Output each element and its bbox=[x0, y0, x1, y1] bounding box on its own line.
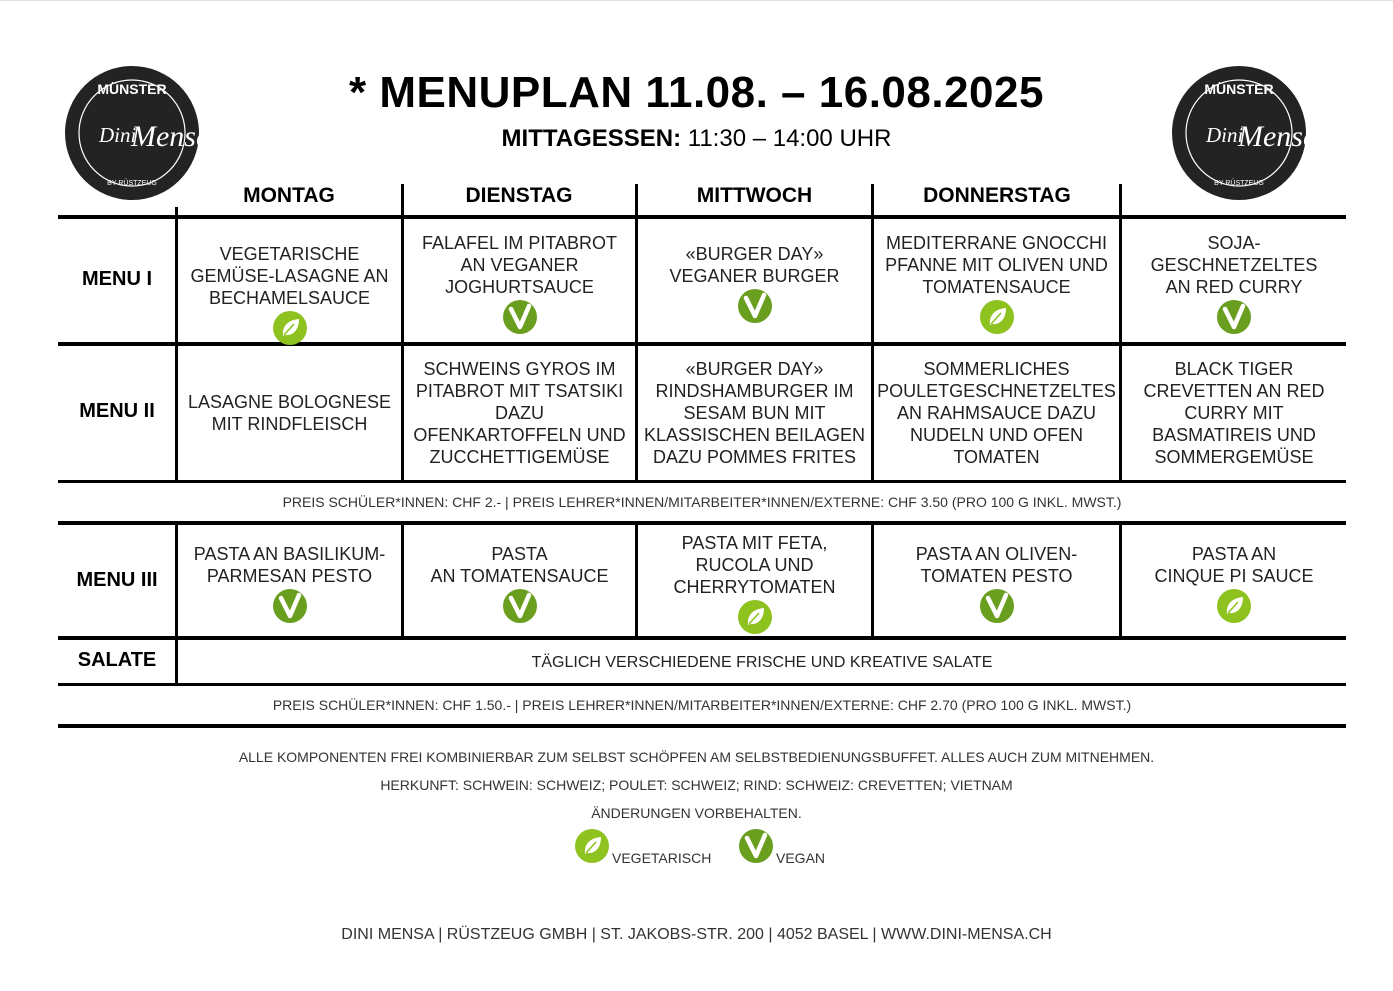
day-header-donnerstag: DONNERSTAG bbox=[923, 184, 1071, 207]
menu2-montag bbox=[178, 391, 401, 435]
day-header-mittwoch: MITTWOCH bbox=[696, 184, 813, 207]
dish-line: DAZU POMMES FRITES bbox=[652, 447, 856, 467]
row-label-menu-2: MENU II bbox=[79, 400, 155, 422]
vegan-icon bbox=[738, 828, 774, 864]
dish-line: AN RAHMSAUCE DAZU bbox=[896, 403, 1097, 423]
vegetarian-icon bbox=[272, 310, 308, 346]
footer-address: DINI MENSA | RÜSTZEUG GMBH | ST. JAKOBS-STR. 200 | 4052 BASEL | WWW.DINI-MENSA.CH bbox=[341, 926, 1052, 943]
dish-line: GESCHNETZELTES bbox=[1150, 255, 1318, 275]
dish-line: JOGHURTSAUCE bbox=[445, 277, 594, 297]
vegan-icon bbox=[502, 588, 538, 624]
vegan-icon bbox=[1216, 299, 1252, 335]
dish-line: TOMATEN PESTO bbox=[920, 566, 1073, 586]
note-changes: ÄNDERUNGEN VORBEHALTEN. bbox=[591, 805, 802, 821]
dish-line: OFENKARTOFFELN UND bbox=[413, 425, 626, 445]
legend-vegan-label: VEGAN bbox=[776, 850, 826, 866]
dish-line: CINQUE PI SAUCE bbox=[1154, 566, 1314, 586]
logo-bottom-text: BY RÜSTZEUG bbox=[1214, 180, 1264, 187]
vegetarian-icon bbox=[737, 599, 773, 635]
vegan-icon bbox=[979, 588, 1015, 624]
dish-line: ZUCCHETTIGEMÜSE bbox=[429, 447, 610, 467]
rule-salate bbox=[58, 683, 1346, 686]
dish-line: PASTA bbox=[491, 544, 548, 564]
salate-text: TÄGLICH VERSCHIEDENE FRISCHE UND KREATIVE SALATE bbox=[531, 654, 993, 671]
logo-word-mensa: Mensa bbox=[1238, 120, 1318, 153]
dish-line: SOMMERGEMÜSE bbox=[1154, 447, 1314, 467]
logo-bottom-text: BY RÜSTZEUG bbox=[107, 180, 157, 187]
rule-menu3 bbox=[58, 636, 1346, 640]
dish-line: «BURGER DAY» bbox=[685, 244, 824, 264]
dish-line: MEDITERRANE GNOCCHI bbox=[885, 233, 1107, 253]
vegetarian-icon bbox=[574, 828, 610, 864]
dish-line: LASAGNE BOLOGNESE bbox=[187, 392, 392, 412]
dish-line: SOJA- bbox=[1207, 233, 1261, 253]
dish-line: SCHWEINS GYROS IM bbox=[423, 359, 616, 379]
legend-vegan bbox=[738, 828, 825, 864]
lunch-hours-value: 11:30 – 14:00 UHR bbox=[681, 125, 892, 152]
dish-line: PFANNE MIT OLIVEN UND bbox=[885, 255, 1108, 275]
dish-line: SOMMERLICHES bbox=[923, 359, 1070, 379]
row-label-menu-1: MENU I bbox=[82, 268, 152, 290]
dish-line: CURRY MIT bbox=[1184, 403, 1284, 423]
legend-vegetarian-label: VEGETARISCH bbox=[612, 850, 712, 866]
note-buffet: ALLE KOMPONENTEN FREI KOMBINIERBAR ZUM SELBST SCHÖPFEN AM SELBSTBEDIENUNGSBUFFET. ALLES AUCH ZUM MITNEHMEN. bbox=[238, 749, 1155, 765]
dish-line: RINDSHAMBURGER IM bbox=[655, 381, 854, 401]
logo-word-dini: Dini bbox=[99, 123, 137, 147]
dish-line: TOMATENSAUCE bbox=[922, 277, 1071, 297]
rule-header bbox=[58, 215, 1346, 219]
dish-line: PASTA AN OLIVEN- bbox=[915, 544, 1078, 564]
price-salate: PREIS SCHÜLER*INNEN: CHF 1.50.- | PREIS LEHRER*INNEN/MITARBEITER*INNEN/EXTERNE: CHF 2.70 (PRO 100 G INKL. MWST.) bbox=[272, 697, 1132, 713]
rule-menu2 bbox=[58, 480, 1346, 483]
dish-line: AN RED CURRY bbox=[1165, 277, 1303, 297]
menu2-dienstag bbox=[404, 358, 635, 468]
dish-line: VEGANER BURGER bbox=[669, 266, 840, 286]
note-origin: HERKUNFT: SCHWEIN: SCHWEIZ; POULET: SCHWEIZ; RIND: SCHWEIZ: CREVETTEN; VIETNAM bbox=[380, 777, 1013, 793]
dish-line: AN TOMATENSAUCE bbox=[430, 566, 609, 586]
dish-line: GEMÜSE-LASAGNE AN bbox=[190, 266, 389, 286]
dish-line: TOMATEN bbox=[953, 447, 1040, 467]
dish-line: PASTA AN bbox=[1191, 544, 1277, 564]
dish-line: BLACK TIGER bbox=[1174, 359, 1294, 379]
vegetarian-icon bbox=[1216, 588, 1252, 624]
dish-line: KLASSISCHEN BEILAGEN bbox=[643, 425, 866, 445]
dish-line: PITABROT MIT TSATSIKI bbox=[415, 381, 624, 401]
dish-line: FALAFEL IM PITABROT bbox=[421, 233, 618, 253]
dish-line: RUCOLA UND bbox=[695, 555, 814, 575]
menu3-montag bbox=[178, 543, 401, 624]
menu3-freitag bbox=[1122, 543, 1346, 624]
menu3-donnerstag bbox=[874, 543, 1119, 624]
menu1-dienstag bbox=[404, 232, 635, 335]
vegan-icon bbox=[502, 299, 538, 335]
dish-line: DAZU bbox=[495, 403, 544, 423]
dish-line: AN VEGANER bbox=[460, 255, 579, 275]
vegan-icon bbox=[272, 588, 308, 624]
dish-line: CHERRYTOMATEN bbox=[673, 577, 836, 597]
day-header-dienstag: DIENSTAG bbox=[465, 184, 573, 207]
row-label-menu-3: MENU III bbox=[76, 569, 158, 591]
menu2-donnerstag bbox=[874, 358, 1119, 468]
top-border bbox=[0, 0, 1393, 1]
legend-vegetarian bbox=[574, 828, 711, 864]
dish-line: «BURGER DAY» bbox=[685, 359, 824, 379]
lunch-hours bbox=[0, 125, 1393, 153]
dish-line: VEGETARISCHE bbox=[219, 244, 360, 264]
logo-top-text: MÜNSTER bbox=[1204, 81, 1274, 97]
logo-word-mensa: Mensa bbox=[131, 120, 211, 153]
dish-line: NUDELN UND OFEN bbox=[909, 425, 1083, 445]
menu3-dienstag bbox=[404, 543, 635, 624]
menu3-mittwoch bbox=[638, 532, 871, 635]
menu1-freitag bbox=[1122, 232, 1346, 335]
dish-line: PASTA AN BASILIKUM- bbox=[193, 544, 386, 564]
logo-top-text: MÜNSTER bbox=[97, 81, 167, 97]
logo-word-dini: Dini bbox=[1206, 123, 1244, 147]
rule-price1 bbox=[58, 521, 1346, 525]
menu1-montag bbox=[178, 243, 401, 346]
row-label-salate: SALATE bbox=[77, 649, 157, 671]
price-menus: PREIS SCHÜLER*INNEN: CHF 2.- | PREIS LEHRER*INNEN/MITARBEITER*INNEN/EXTERNE: CHF 3.50 (PRO 100 G INKL. MWST.) bbox=[282, 494, 1122, 510]
dish-line: MIT RINDFLEISCH bbox=[211, 414, 368, 434]
menu2-mittwoch bbox=[638, 358, 871, 468]
page-title: * MENUPLAN 11.08. – 16.08.2025 bbox=[349, 68, 1044, 117]
rule-price2 bbox=[58, 724, 1346, 728]
menu2-freitag bbox=[1122, 358, 1346, 468]
menu1-mittwoch bbox=[638, 243, 871, 324]
menu1-donnerstag bbox=[874, 232, 1119, 335]
day-header-montag: MONTAG bbox=[243, 184, 335, 207]
vegetarian-icon bbox=[979, 299, 1015, 335]
dish-line: PARMESAN PESTO bbox=[206, 566, 373, 586]
dish-line: POULETGESCHNETZELTES bbox=[877, 381, 1116, 401]
lunch-hours-label: MITTAGESSEN: bbox=[501, 125, 682, 152]
dish-line: BECHAMELSAUCE bbox=[208, 288, 371, 308]
dish-line: PASTA MIT FETA, bbox=[681, 533, 828, 553]
vegan-icon bbox=[737, 288, 773, 324]
dish-line: CREVETTEN AN RED bbox=[1143, 381, 1325, 401]
dish-line: BASMATIREIS UND bbox=[1152, 425, 1316, 445]
dish-line: SESAM BUN MIT bbox=[683, 403, 826, 423]
